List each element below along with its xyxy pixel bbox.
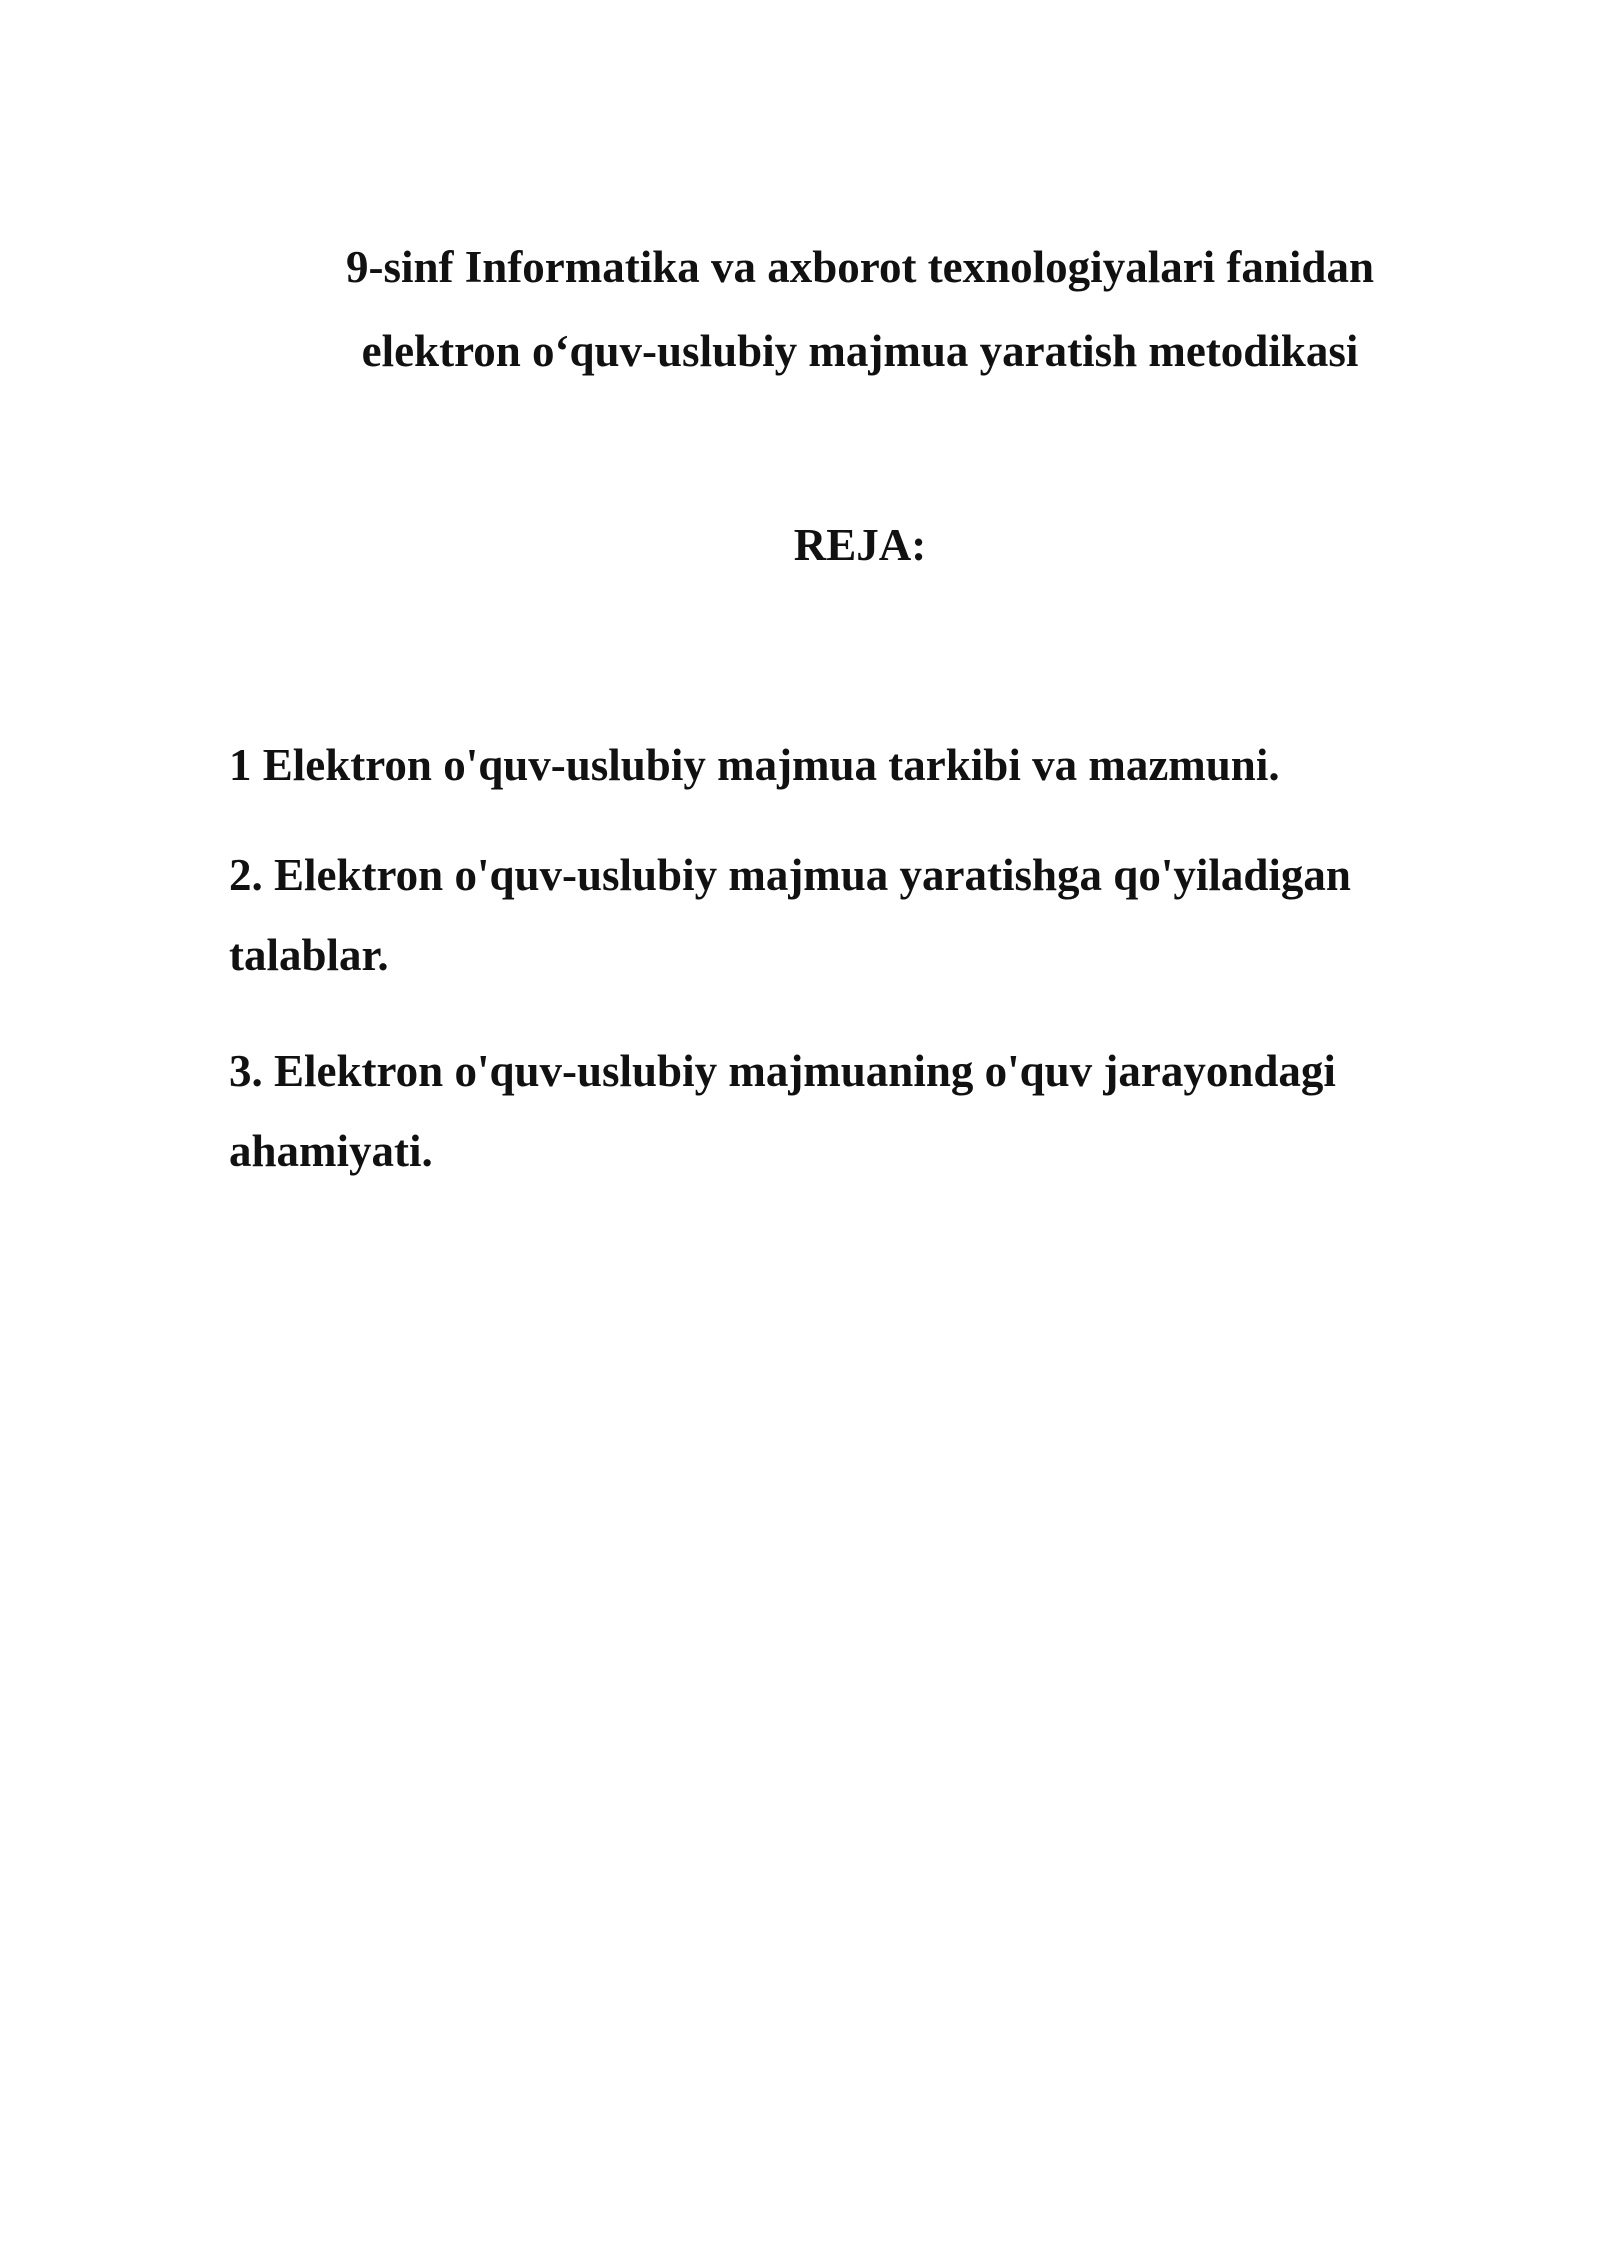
plan-item-3 — [229, 1031, 1489, 1191]
plan-item-2-line-2: talablar. — [229, 930, 389, 980]
plan-item-1 — [229, 725, 1489, 805]
plan-item-1-line-1: 1 Elektron o'quv-uslubiy majmua tarkibi va mazmuni. — [229, 740, 1280, 790]
plan-item-3-line-2: ahamiyati. — [229, 1126, 433, 1176]
plan-heading: REJA: — [793, 520, 927, 570]
document-title — [230, 225, 1490, 393]
plan-list — [229, 725, 1489, 1227]
plan-item-2-line-1: 2. Elektron o'quv-uslubiy majmua yaratishga qo'yiladigan — [229, 850, 1351, 900]
title-line-1: 9-sinf Informatika va axborot texnologiyalari fanidan — [346, 242, 1374, 292]
plan-item-3-line-1: 3. Elektron o'quv-uslubiy majmuaning o'quv jarayondagi — [229, 1046, 1336, 1096]
plan-item-2 — [229, 835, 1489, 995]
title-line-2: elektron o‘quv-uslubiy majmua yaratish metodikasi — [361, 326, 1359, 376]
